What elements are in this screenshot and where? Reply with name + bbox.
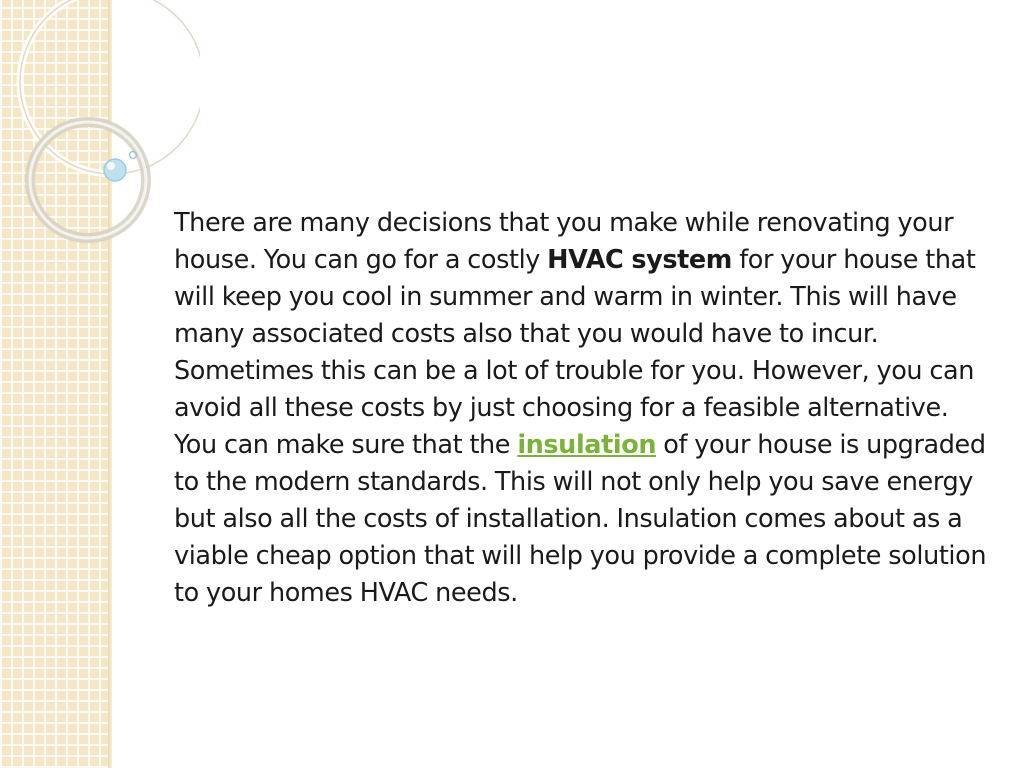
insulation-link[interactable]: insulation [517,430,657,460]
body-paragraph [174,205,989,612]
paragraph-text-3: of your house is upgraded to the modern standards. This will not only help you save energy but also all the costs of installation. Insulation comes about as a viable cheap option that will help you provide a complete solution to your homes HVAC needs. [174,430,987,608]
bubble-shine [107,162,115,170]
paragraph-text-2: for your house that will keep you cool in summer and warm in winter. This will have many associated costs also that you would have to incur. Sometimes this can be a lot of trouble for you. However, you can avoid all these costs by just choosing for a feasible alternative. You can make sure that the [174,245,976,460]
small-ring-highlight [30,122,146,238]
decorative-rings [0,0,200,260]
paragraph-text-1: There are many decisions that you make while renovating your house. You can go for a costly [174,208,954,275]
hvac-system-term: HVAC system [547,245,732,275]
blue-bubble-large [104,159,126,181]
